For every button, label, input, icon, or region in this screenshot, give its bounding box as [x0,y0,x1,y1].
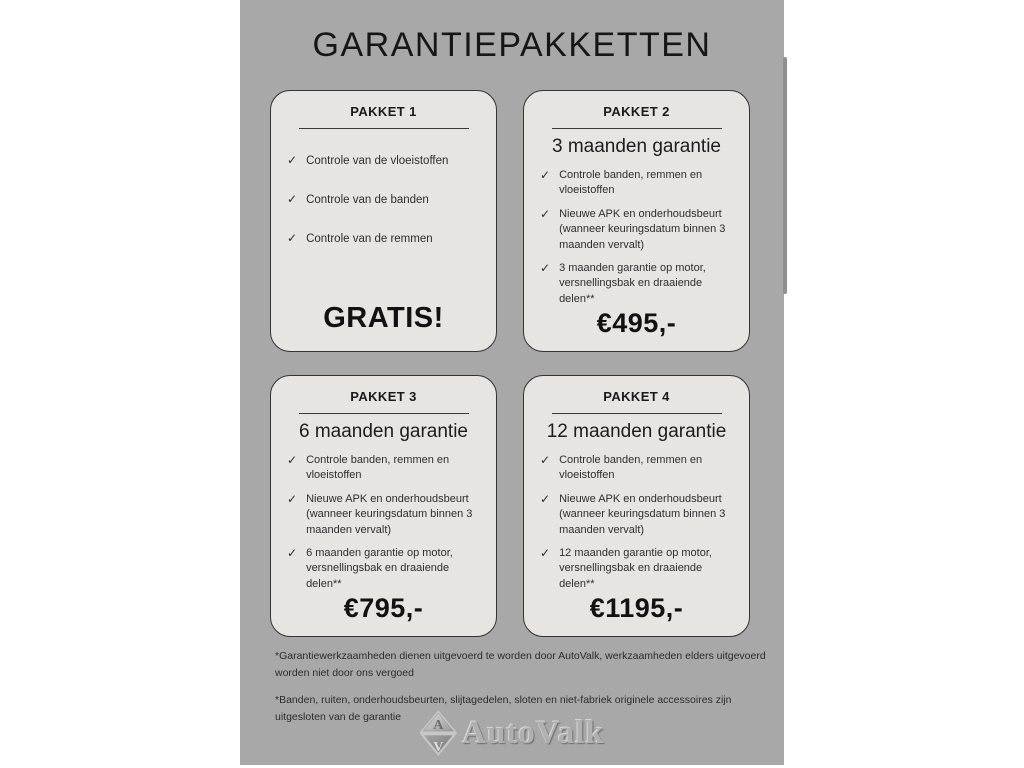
package-item [540,168,737,199]
check-icon: ✓ [540,260,551,275]
package-item [540,207,737,253]
package-1-items [287,153,484,247]
package-price: €795,- [343,593,424,623]
package-item [540,453,737,484]
page-title: GARANTIEPAKKETTEN [312,26,712,64]
package-item [287,231,484,247]
package-item [287,546,484,592]
check-icon: ✓ [540,168,551,182]
check-icon: ✓ [287,545,298,560]
check-icon: ✓ [287,192,298,207]
check-icon: ✓ [540,206,551,221]
package-3-title: PAKKET 3 [350,389,417,404]
header-divider [299,128,469,129]
item-text: Nieuwe APK en onderhoudsbeurt (wanneer keuringsdatum binnen 3 maanden vervalt) [559,207,726,251]
package-item [540,546,737,592]
header-divider [299,413,469,414]
package-card-3 [270,375,497,637]
item-text: Controle banden, remmen en vloeistoffen [559,169,703,197]
check-icon: ✓ [287,453,298,467]
check-icon: ✓ [287,491,298,506]
item-text: Controle banden, remmen en vloeistoffen [306,454,450,482]
autovalk-logo [419,710,605,756]
item-text: 12 maanden garantie op motor, versnellingsbak en draaiende delen** [559,546,712,590]
check-icon: ✓ [540,491,551,506]
package-card-1 [270,90,497,352]
package-price: €495,- [596,308,677,338]
footnote-warranty-work: *Garantiewerkzaamheden dienen uitgevoerd te worden door AutoValk, werkzaamheden elders uitgevoerd worden niet door ons vergoed [275,650,766,680]
package-card-2 [523,90,750,352]
package-subtitle: 12 maanden garantie [546,421,727,442]
package-2-title: PAKKET 2 [603,104,670,119]
scrollbar-thumb[interactable] [783,57,787,294]
check-icon: ✓ [540,545,551,560]
package-item [540,492,737,538]
item-text: Controle banden, remmen en vloeistoffen [559,454,703,482]
package-subtitle: 6 maanden garantie [298,421,468,442]
item-text: Controle van de banden [306,194,429,207]
package-4-title: PAKKET 4 [603,389,670,404]
package-card-4 [523,375,750,637]
item-text: Controle van de remmen [306,233,433,246]
package-item [287,153,484,169]
package-4-items [540,453,737,592]
footnote-exclusions: *Banden, ruiten, onderhoudsbeurten, slijtagedelen, sloten en niet-fabriek originele accessoires zijn uitgesloten van de garantie [275,693,732,723]
package-price: GRATIS! [323,302,444,334]
logo-diamond-icon [419,710,457,756]
item-text: Controle van de vloeistoffen [306,155,449,167]
package-item [287,453,484,484]
logo-text: AutoValk [462,714,605,751]
check-icon: ✓ [540,453,551,467]
item-text: Nieuwe APK en onderhoudsbeurt (wanneer keuringsdatum binnen 3 maanden vervalt) [559,492,726,536]
header-divider [552,413,722,414]
check-icon: ✓ [287,153,298,167]
check-icon: ✓ [287,231,298,246]
package-subtitle: 3 maanden garantie [551,136,721,157]
package-item [540,261,737,307]
header-divider [552,128,722,129]
item-text: Nieuwe APK en onderhoudsbeurt (wanneer keuringsdatum binnen 3 maanden vervalt) [306,492,473,536]
package-2-items [540,168,737,307]
package-price: €1195,- [589,593,684,623]
item-text: 6 maanden garantie op motor, versnellingsbak en draaiende delen** [306,546,453,590]
logo-letter-a: A [433,718,444,733]
package-1-title: PAKKET 1 [350,104,417,119]
package-3-items [287,453,484,592]
flyer-canvas [240,0,784,765]
package-item [287,492,484,538]
package-item [287,192,484,208]
item-text: 3 maanden garantie op motor, versnellingsbak en draaiende delen** [559,261,706,305]
logo-letter-v: V [433,740,444,755]
